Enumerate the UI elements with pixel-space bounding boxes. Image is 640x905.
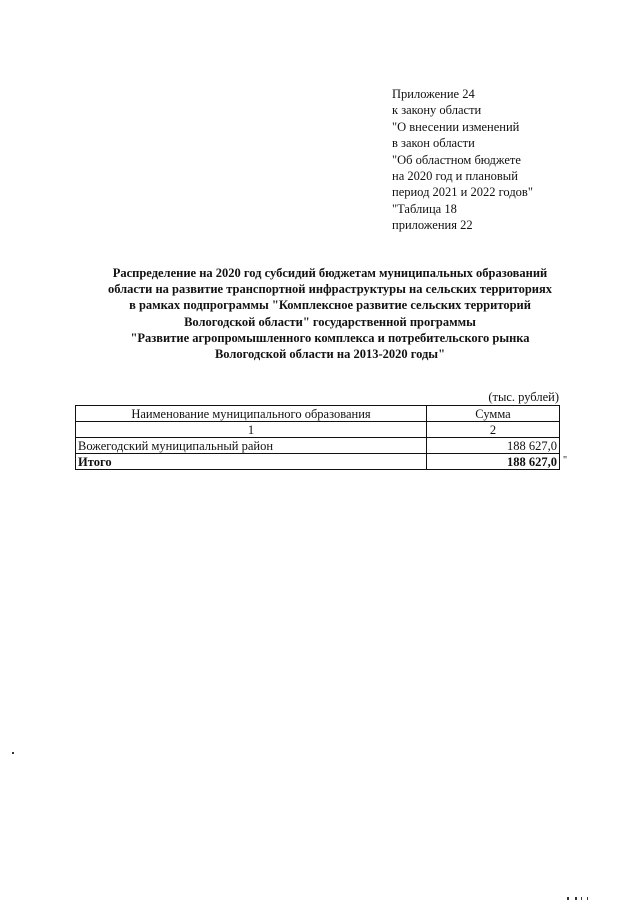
title-line: в рамках подпрограммы "Комплексное развитие сельских территорий: [129, 298, 531, 313]
header-amount: Сумма: [427, 406, 560, 422]
appendix-line: "О внесении изменений: [392, 119, 520, 134]
title-line: Вологодской области на 2013-2020 годы": [214, 347, 446, 362]
scan-mark: [587, 897, 588, 900]
title-line: Вологодской области" государственной программы: [184, 314, 476, 329]
table-header-row: [76, 406, 560, 422]
title-line: области на развитие транспортной инфраструктуры на сельских территориях: [107, 282, 552, 297]
distribution-table: [75, 405, 560, 470]
row-municipality: Вожегодский муниципальный район: [76, 438, 427, 454]
appendix-line: к закону области: [392, 103, 482, 118]
appendix-line: в закон области: [392, 136, 475, 151]
title-line: "Развитие агропромышленного комплекса и потребительского рынка: [130, 330, 530, 345]
scan-mark: [567, 897, 569, 900]
appendix-reference: [392, 86, 533, 234]
closing-quote: ": [563, 455, 568, 466]
scan-mark: [581, 897, 582, 900]
column-number-2: 2: [427, 422, 560, 438]
units-label: (тыс. рублей): [488, 390, 559, 404]
header-municipality: Наименование муниципального образования: [76, 406, 427, 422]
table-row: [76, 438, 560, 454]
row-amount: 188 627,0: [427, 438, 560, 454]
total-amount: 188 627,0: [427, 454, 560, 470]
column-number-1: 1: [76, 422, 427, 438]
scan-mark: [575, 897, 577, 900]
appendix-line: на 2020 год и плановый: [392, 169, 518, 184]
appendix-line: "Об областном бюджете: [392, 152, 521, 167]
total-row: [76, 454, 560, 470]
appendix-line: период 2021 и 2022 годов": [392, 185, 533, 200]
column-number-row: [76, 422, 560, 438]
appendix-line: Приложение 24: [392, 87, 475, 101]
total-label: Итого: [76, 454, 427, 470]
appendix-line: "Таблица 18: [392, 201, 457, 216]
scan-dot: [12, 752, 14, 754]
document-title: [60, 265, 600, 362]
appendix-line: приложения 22: [392, 218, 473, 233]
title-line: Распределение на 2020 год субсидий бюджетам муниципальных образований: [112, 266, 548, 280]
